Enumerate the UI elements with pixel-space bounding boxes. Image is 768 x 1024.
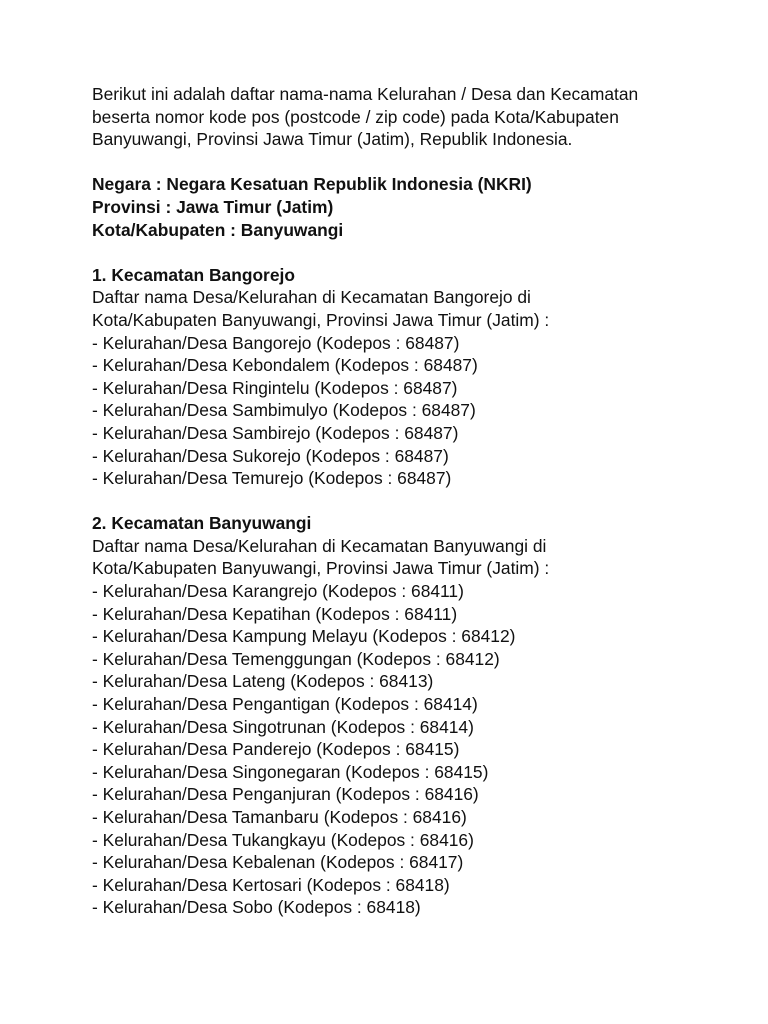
list-item: - Kelurahan/Desa Singonegaran (Kodepos : 68415) — [92, 761, 489, 782]
list-item: - Kelurahan/Desa Singotrunan (Kodepos : 68414) — [92, 716, 474, 737]
list-item: - Kelurahan/Desa Kebalenan (Kodepos : 68417) — [92, 852, 464, 873]
list-item: - Kelurahan/Desa Panderejo (Kodepos : 68415) — [92, 739, 460, 760]
meta-negara: Negara : Negara Kesatuan Republik Indonesia (NKRI) — [92, 174, 532, 195]
section-heading: 1. Kecamatan Bangorejo — [92, 264, 295, 285]
meta-kota: Kota/Kabupaten : Banyuwangi — [92, 219, 344, 240]
list-item: - Kelurahan/Desa Sukorejo (Kodepos : 68487) — [92, 445, 449, 466]
list-item: - Kelurahan/Desa Kepatihan (Kodepos : 68411) — [92, 603, 458, 624]
intro-paragraph — [92, 83, 728, 151]
kelurahan-list — [92, 580, 728, 919]
list-item: - Kelurahan/Desa Sambirejo (Kodepos : 68487) — [92, 422, 459, 443]
spacer — [92, 241, 728, 264]
meta-block — [92, 173, 728, 241]
spacer — [92, 490, 728, 513]
list-item: - Kelurahan/Desa Kampung Melayu (Kodepos : 68412) — [92, 626, 516, 647]
list-item: - Kelurahan/Desa Kertosari (Kodepos : 68418) — [92, 874, 450, 895]
intro-line: Berikut ini adalah daftar nama-nama Kelurahan / Desa dan Kecamatan — [92, 84, 639, 104]
intro-line: beserta nomor kode pos (postcode / zip code) pada Kota/Kabupaten — [92, 106, 619, 127]
section-bangorejo — [92, 264, 728, 490]
list-item: - Kelurahan/Desa Temurejo (Kodepos : 68487) — [92, 468, 452, 489]
list-item: - Kelurahan/Desa Ringintelu (Kodepos : 68487) — [92, 377, 458, 398]
list-item: - Kelurahan/Desa Karangrejo (Kodepos : 68411) — [92, 581, 464, 602]
list-item: - Kelurahan/Desa Kebondalem (Kodepos : 68487) — [92, 355, 478, 376]
list-item: - Kelurahan/Desa Tukangkayu (Kodepos : 68416) — [92, 829, 474, 850]
list-item: - Kelurahan/Desa Sambimulyo (Kodepos : 68487) — [92, 400, 476, 421]
list-item: - Kelurahan/Desa Lateng (Kodepos : 68413) — [92, 671, 434, 692]
list-item: - Kelurahan/Desa Tamanbaru (Kodepos : 68416) — [92, 807, 467, 827]
meta-provinsi: Provinsi : Jawa Timur (Jatim) — [92, 196, 334, 217]
list-item: - Kelurahan/Desa Pengantigan (Kodepos : 68414) — [92, 694, 478, 715]
section-description: Daftar nama Desa/Kelurahan di Kecamatan Bangorejo di — [92, 287, 531, 308]
section-description: Kota/Kabupaten Banyuwangi, Provinsi Jawa Timur (Jatim) : — [92, 309, 550, 330]
section-description: Kota/Kabupaten Banyuwangi, Provinsi Jawa Timur (Jatim) : — [92, 558, 550, 579]
list-item: - Kelurahan/Desa Sobo (Kodepos : 68418) — [92, 897, 421, 918]
list-item: - Kelurahan/Desa Bangorejo (Kodepos : 68487) — [92, 332, 460, 353]
spacer — [92, 151, 728, 174]
kelurahan-list — [92, 332, 728, 490]
section-banyuwangi — [92, 512, 728, 919]
intro-line: Banyuwangi, Provinsi Jawa Timur (Jatim), Republik Indonesia. — [92, 129, 573, 150]
section-description: Daftar nama Desa/Kelurahan di Kecamatan Banyuwangi di — [92, 535, 547, 556]
section-heading: 2. Kecamatan Banyuwangi — [92, 513, 312, 534]
list-item: - Kelurahan/Desa Temenggungan (Kodepos : 68412) — [92, 648, 500, 669]
list-item: - Kelurahan/Desa Penganjuran (Kodepos : 68416) — [92, 784, 479, 805]
